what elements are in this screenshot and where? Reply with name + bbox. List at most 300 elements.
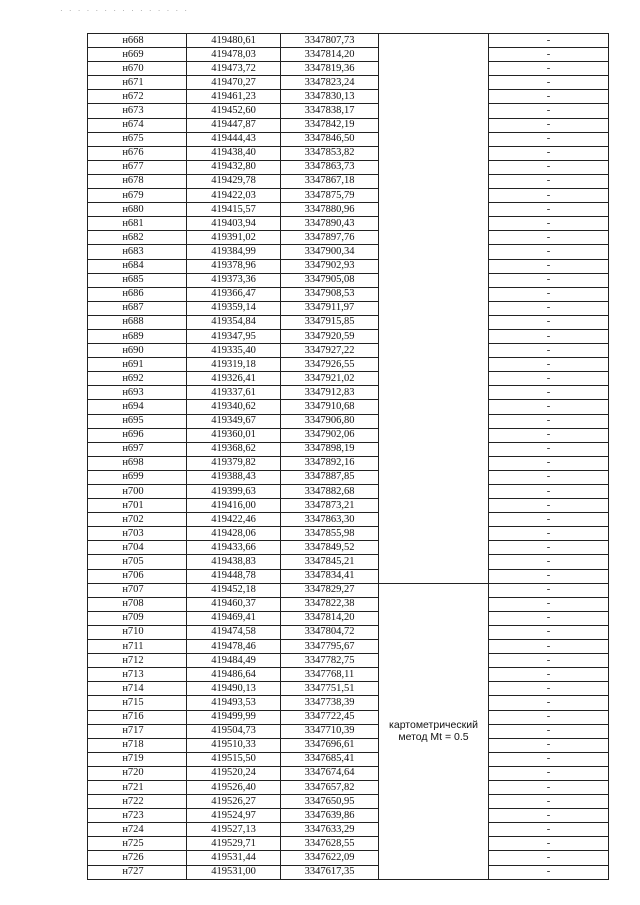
x-coordinate-cell: 419531,44 [187, 851, 281, 865]
point-name-cell: н722 [88, 795, 187, 809]
table-row [88, 273, 609, 287]
accuracy-cell: - [489, 851, 609, 865]
accuracy-cell: - [489, 104, 609, 118]
y-coordinate-cell: 3347902,93 [281, 259, 379, 273]
x-coordinate-cell: 419452,60 [187, 104, 281, 118]
y-coordinate-cell: 3347855,98 [281, 527, 379, 541]
table-row [88, 174, 609, 188]
y-coordinate-cell: 3347898,19 [281, 442, 379, 456]
x-coordinate-cell: 419484,49 [187, 654, 281, 668]
point-name-cell: н710 [88, 625, 187, 639]
accuracy-cell: - [489, 513, 609, 527]
x-coordinate-cell: 419432,80 [187, 160, 281, 174]
x-coordinate-cell: 419527,13 [187, 823, 281, 837]
accuracy-cell: - [489, 245, 609, 259]
accuracy-cell: - [489, 597, 609, 611]
point-name-cell: н699 [88, 470, 187, 484]
x-coordinate-cell: 419422,03 [187, 189, 281, 203]
table-row [88, 329, 609, 343]
x-coordinate-cell: 419347,95 [187, 329, 281, 343]
point-name-cell: н706 [88, 569, 187, 583]
accuracy-cell: - [489, 766, 609, 780]
accuracy-cell: - [489, 456, 609, 470]
y-coordinate-cell: 3347842,19 [281, 118, 379, 132]
x-coordinate-cell: 419335,40 [187, 344, 281, 358]
accuracy-cell: - [489, 174, 609, 188]
x-coordinate-cell: 419448,78 [187, 569, 281, 583]
accuracy-cell: - [489, 710, 609, 724]
y-coordinate-cell: 3347674,64 [281, 766, 379, 780]
table-row [88, 62, 609, 76]
table-row [88, 696, 609, 710]
table-row [88, 48, 609, 62]
point-name-cell: н727 [88, 865, 187, 879]
point-name-cell: н675 [88, 132, 187, 146]
x-coordinate-cell: 419359,14 [187, 301, 281, 315]
table-row [88, 625, 609, 639]
x-coordinate-cell: 419480,61 [187, 34, 281, 48]
table-row [88, 301, 609, 315]
accuracy-cell: - [489, 752, 609, 766]
point-name-cell: н680 [88, 203, 187, 217]
accuracy-cell: - [489, 555, 609, 569]
x-coordinate-cell: 419416,00 [187, 499, 281, 513]
table-row [88, 146, 609, 160]
table-row [88, 90, 609, 104]
y-coordinate-cell: 3347628,55 [281, 837, 379, 851]
x-coordinate-cell: 419499,99 [187, 710, 281, 724]
accuracy-cell: - [489, 485, 609, 499]
y-coordinate-cell: 3347902,06 [281, 428, 379, 442]
accuracy-cell: - [489, 329, 609, 343]
y-coordinate-cell: 3347768,11 [281, 668, 379, 682]
point-name-cell: н700 [88, 485, 187, 499]
table-row [88, 682, 609, 696]
x-coordinate-cell: 419366,47 [187, 287, 281, 301]
point-name-cell: н714 [88, 682, 187, 696]
table-row [88, 470, 609, 484]
point-name-cell: н672 [88, 90, 187, 104]
y-coordinate-cell: 3347867,18 [281, 174, 379, 188]
y-coordinate-cell: 3347814,20 [281, 611, 379, 625]
table-row [88, 414, 609, 428]
point-name-cell: н712 [88, 654, 187, 668]
point-name-cell: н723 [88, 809, 187, 823]
accuracy-cell: - [489, 301, 609, 315]
y-coordinate-cell: 3347710,39 [281, 724, 379, 738]
y-coordinate-cell: 3347838,17 [281, 104, 379, 118]
accuracy-cell: - [489, 259, 609, 273]
table-row [88, 245, 609, 259]
accuracy-cell: - [489, 738, 609, 752]
y-coordinate-cell: 3347911,97 [281, 301, 379, 315]
point-name-cell: н676 [88, 146, 187, 160]
accuracy-cell: - [489, 48, 609, 62]
table-row [88, 315, 609, 329]
table-row [88, 865, 609, 879]
accuracy-cell: - [489, 724, 609, 738]
y-coordinate-cell: 3347814,20 [281, 48, 379, 62]
y-coordinate-cell: 3347921,02 [281, 372, 379, 386]
table-row [88, 358, 609, 372]
point-name-cell: н709 [88, 611, 187, 625]
method-cell [379, 34, 489, 584]
x-coordinate-cell: 419510,33 [187, 738, 281, 752]
point-name-cell: н674 [88, 118, 187, 132]
point-name-cell: н684 [88, 259, 187, 273]
y-coordinate-cell: 3347823,24 [281, 76, 379, 90]
table-row [88, 189, 609, 203]
point-name-cell: н678 [88, 174, 187, 188]
point-name-cell: н690 [88, 344, 187, 358]
y-coordinate-cell: 3347834,41 [281, 569, 379, 583]
table-row [88, 851, 609, 865]
table-row [88, 217, 609, 231]
y-coordinate-cell: 3347892,16 [281, 456, 379, 470]
accuracy-cell: - [489, 358, 609, 372]
table-row [88, 386, 609, 400]
y-coordinate-cell: 3347920,59 [281, 329, 379, 343]
x-coordinate-cell: 419478,46 [187, 640, 281, 654]
accuracy-cell: - [489, 90, 609, 104]
point-name-cell: н696 [88, 428, 187, 442]
point-name-cell: н724 [88, 823, 187, 837]
table-row [88, 766, 609, 780]
x-coordinate-cell: 419354,84 [187, 315, 281, 329]
accuracy-cell: - [489, 809, 609, 823]
accuracy-cell: - [489, 668, 609, 682]
y-coordinate-cell: 3347897,76 [281, 231, 379, 245]
x-coordinate-cell: 419438,83 [187, 555, 281, 569]
y-coordinate-cell: 3347915,85 [281, 315, 379, 329]
table-row [88, 668, 609, 682]
x-coordinate-cell: 419433,66 [187, 541, 281, 555]
x-coordinate-cell: 419447,87 [187, 118, 281, 132]
accuracy-cell: - [489, 160, 609, 174]
table-row [88, 485, 609, 499]
accuracy-cell: - [489, 837, 609, 851]
coordinates-table-body [88, 34, 609, 880]
x-coordinate-cell: 419490,13 [187, 682, 281, 696]
y-coordinate-cell: 3347639,86 [281, 809, 379, 823]
y-coordinate-cell: 3347696,61 [281, 738, 379, 752]
point-name-cell: н677 [88, 160, 187, 174]
x-coordinate-cell: 419428,06 [187, 527, 281, 541]
point-name-cell: н669 [88, 48, 187, 62]
y-coordinate-cell: 3347830,13 [281, 90, 379, 104]
accuracy-cell: - [489, 287, 609, 301]
method-cell: картометрический метод Mt = 0.5 [379, 583, 489, 879]
accuracy-cell: - [489, 118, 609, 132]
accuracy-cell: - [489, 189, 609, 203]
y-coordinate-cell: 3347845,21 [281, 555, 379, 569]
accuracy-cell: - [489, 865, 609, 879]
accuracy-cell: - [489, 654, 609, 668]
x-coordinate-cell: 419368,62 [187, 442, 281, 456]
table-row [88, 541, 609, 555]
accuracy-cell: - [489, 499, 609, 513]
point-name-cell: н670 [88, 62, 187, 76]
x-coordinate-cell: 419403,94 [187, 217, 281, 231]
point-name-cell: н715 [88, 696, 187, 710]
y-coordinate-cell: 3347875,79 [281, 189, 379, 203]
x-coordinate-cell: 419531,00 [187, 865, 281, 879]
table-row [88, 372, 609, 386]
accuracy-cell: - [489, 372, 609, 386]
y-coordinate-cell: 3347622,09 [281, 851, 379, 865]
point-name-cell: н695 [88, 414, 187, 428]
point-name-cell: н681 [88, 217, 187, 231]
x-coordinate-cell: 419384,99 [187, 245, 281, 259]
y-coordinate-cell: 3347887,85 [281, 470, 379, 484]
x-coordinate-cell: 419473,72 [187, 62, 281, 76]
x-coordinate-cell: 419378,96 [187, 259, 281, 273]
point-name-cell: н685 [88, 273, 187, 287]
table-row [88, 795, 609, 809]
table-row [88, 640, 609, 654]
y-coordinate-cell: 3347650,95 [281, 795, 379, 809]
y-coordinate-cell: 3347685,41 [281, 752, 379, 766]
y-coordinate-cell: 3347853,82 [281, 146, 379, 160]
point-name-cell: н720 [88, 766, 187, 780]
x-coordinate-cell: 419470,27 [187, 76, 281, 90]
accuracy-cell: - [489, 344, 609, 358]
point-name-cell: н703 [88, 527, 187, 541]
point-name-cell: н713 [88, 668, 187, 682]
accuracy-cell: - [489, 132, 609, 146]
y-coordinate-cell: 3347926,55 [281, 358, 379, 372]
x-coordinate-cell: 419388,43 [187, 470, 281, 484]
x-coordinate-cell: 419526,40 [187, 780, 281, 794]
accuracy-cell: - [489, 795, 609, 809]
y-coordinate-cell: 3347722,45 [281, 710, 379, 724]
point-name-cell: н697 [88, 442, 187, 456]
table-row [88, 499, 609, 513]
table-row [88, 118, 609, 132]
accuracy-cell: - [489, 231, 609, 245]
point-name-cell: н717 [88, 724, 187, 738]
x-coordinate-cell: 419444,43 [187, 132, 281, 146]
y-coordinate-cell: 3347633,29 [281, 823, 379, 837]
coordinates-table [87, 33, 609, 880]
point-name-cell: н671 [88, 76, 187, 90]
point-name-cell: н682 [88, 231, 187, 245]
table-row [88, 555, 609, 569]
x-coordinate-cell: 419493,53 [187, 696, 281, 710]
point-name-cell: н705 [88, 555, 187, 569]
y-coordinate-cell: 3347900,34 [281, 245, 379, 259]
y-coordinate-cell: 3347880,96 [281, 203, 379, 217]
x-coordinate-cell: 419360,01 [187, 428, 281, 442]
y-coordinate-cell: 3347804,72 [281, 625, 379, 639]
table-row [88, 569, 609, 583]
table-row [88, 344, 609, 358]
y-coordinate-cell: 3347738,39 [281, 696, 379, 710]
y-coordinate-cell: 3347912,83 [281, 386, 379, 400]
x-coordinate-cell: 419391,02 [187, 231, 281, 245]
table-row [88, 513, 609, 527]
accuracy-cell: - [489, 386, 609, 400]
x-coordinate-cell: 419529,71 [187, 837, 281, 851]
point-name-cell: н698 [88, 456, 187, 470]
point-name-cell: н718 [88, 738, 187, 752]
x-coordinate-cell: 419415,57 [187, 203, 281, 217]
x-coordinate-cell: 419452,18 [187, 583, 281, 597]
accuracy-cell: - [489, 203, 609, 217]
table-row [88, 287, 609, 301]
x-coordinate-cell: 419399,63 [187, 485, 281, 499]
point-name-cell: н694 [88, 400, 187, 414]
accuracy-cell: - [489, 682, 609, 696]
y-coordinate-cell: 3347782,75 [281, 654, 379, 668]
y-coordinate-cell: 3347890,43 [281, 217, 379, 231]
y-coordinate-cell: 3347849,52 [281, 541, 379, 555]
accuracy-cell: - [489, 217, 609, 231]
accuracy-cell: - [489, 527, 609, 541]
table-row [88, 259, 609, 273]
x-coordinate-cell: 419460,37 [187, 597, 281, 611]
accuracy-cell: - [489, 414, 609, 428]
x-coordinate-cell: 419429,78 [187, 174, 281, 188]
x-coordinate-cell: 419526,27 [187, 795, 281, 809]
x-coordinate-cell: 419326,41 [187, 372, 281, 386]
y-coordinate-cell: 3347927,22 [281, 344, 379, 358]
table-row [88, 611, 609, 625]
table-row [88, 809, 609, 823]
y-coordinate-cell: 3347906,80 [281, 414, 379, 428]
table-row [88, 837, 609, 851]
point-name-cell: н687 [88, 301, 187, 315]
x-coordinate-cell: 419319,18 [187, 358, 281, 372]
point-name-cell: н716 [88, 710, 187, 724]
x-coordinate-cell: 419520,24 [187, 766, 281, 780]
x-coordinate-cell: 419469,41 [187, 611, 281, 625]
accuracy-cell: - [489, 823, 609, 837]
table-row [88, 527, 609, 541]
table-row [88, 231, 609, 245]
table-row [88, 203, 609, 217]
point-name-cell: н673 [88, 104, 187, 118]
x-coordinate-cell: 419515,50 [187, 752, 281, 766]
x-coordinate-cell: 419379,82 [187, 456, 281, 470]
point-name-cell: н701 [88, 499, 187, 513]
point-name-cell: н702 [88, 513, 187, 527]
accuracy-cell: - [489, 400, 609, 414]
x-coordinate-cell: 419478,03 [187, 48, 281, 62]
y-coordinate-cell: 3347863,73 [281, 160, 379, 174]
y-coordinate-cell: 3347751,51 [281, 682, 379, 696]
table-row [88, 160, 609, 174]
y-coordinate-cell: 3347863,30 [281, 513, 379, 527]
accuracy-cell: - [489, 470, 609, 484]
accuracy-cell: - [489, 146, 609, 160]
accuracy-cell: - [489, 315, 609, 329]
y-coordinate-cell: 3347873,21 [281, 499, 379, 513]
table-row [88, 400, 609, 414]
y-coordinate-cell: 3347657,82 [281, 780, 379, 794]
point-name-cell: н721 [88, 780, 187, 794]
y-coordinate-cell: 3347807,73 [281, 34, 379, 48]
y-coordinate-cell: 3347822,38 [281, 597, 379, 611]
accuracy-cell: - [489, 696, 609, 710]
y-coordinate-cell: 3347829,27 [281, 583, 379, 597]
accuracy-cell: - [489, 273, 609, 287]
table-row [88, 76, 609, 90]
table-row [88, 710, 609, 724]
y-coordinate-cell: 3347908,53 [281, 287, 379, 301]
x-coordinate-cell: 419349,67 [187, 414, 281, 428]
point-name-cell: н725 [88, 837, 187, 851]
point-name-cell: н719 [88, 752, 187, 766]
x-coordinate-cell: 419373,36 [187, 273, 281, 287]
table-row [88, 583, 609, 597]
point-name-cell: н679 [88, 189, 187, 203]
accuracy-cell: - [489, 780, 609, 794]
y-coordinate-cell: 3347882,68 [281, 485, 379, 499]
table-row [88, 738, 609, 752]
y-coordinate-cell: 3347905,08 [281, 273, 379, 287]
accuracy-cell: - [489, 34, 609, 48]
table-row [88, 442, 609, 456]
point-name-cell: н691 [88, 358, 187, 372]
point-name-cell: н707 [88, 583, 187, 597]
point-name-cell: н726 [88, 851, 187, 865]
table-row [88, 104, 609, 118]
x-coordinate-cell: 419504,73 [187, 724, 281, 738]
table-row [88, 780, 609, 794]
x-coordinate-cell: 419486,64 [187, 668, 281, 682]
point-name-cell: н689 [88, 329, 187, 343]
x-coordinate-cell: 419474,58 [187, 625, 281, 639]
point-name-cell: н711 [88, 640, 187, 654]
point-name-cell: н688 [88, 315, 187, 329]
accuracy-cell: - [489, 583, 609, 597]
table-row [88, 597, 609, 611]
accuracy-cell: - [489, 611, 609, 625]
y-coordinate-cell: 3347846,50 [281, 132, 379, 146]
x-coordinate-cell: 419340,62 [187, 400, 281, 414]
point-name-cell: н683 [88, 245, 187, 259]
accuracy-cell: - [489, 76, 609, 90]
y-coordinate-cell: 3347910,68 [281, 400, 379, 414]
point-name-cell: н708 [88, 597, 187, 611]
accuracy-cell: - [489, 569, 609, 583]
table-row [88, 823, 609, 837]
accuracy-cell: - [489, 442, 609, 456]
point-name-cell: н693 [88, 386, 187, 400]
table-row [88, 456, 609, 470]
point-name-cell: н686 [88, 287, 187, 301]
accuracy-cell: - [489, 62, 609, 76]
accuracy-cell: - [489, 428, 609, 442]
y-coordinate-cell: 3347617,35 [281, 865, 379, 879]
x-coordinate-cell: 419524,97 [187, 809, 281, 823]
y-coordinate-cell: 3347795,67 [281, 640, 379, 654]
point-name-cell: н704 [88, 541, 187, 555]
point-name-cell: н692 [88, 372, 187, 386]
x-coordinate-cell: 419438,40 [187, 146, 281, 160]
x-coordinate-cell: 419461,23 [187, 90, 281, 104]
table-row [88, 654, 609, 668]
table-row [88, 724, 609, 738]
point-name-cell: н668 [88, 34, 187, 48]
x-coordinate-cell: 419422,46 [187, 513, 281, 527]
table-row [88, 34, 609, 48]
accuracy-cell: - [489, 625, 609, 639]
header-marks: · · · · · · · · · · · · · · · [60, 6, 190, 15]
x-coordinate-cell: 419337,61 [187, 386, 281, 400]
accuracy-cell: - [489, 541, 609, 555]
